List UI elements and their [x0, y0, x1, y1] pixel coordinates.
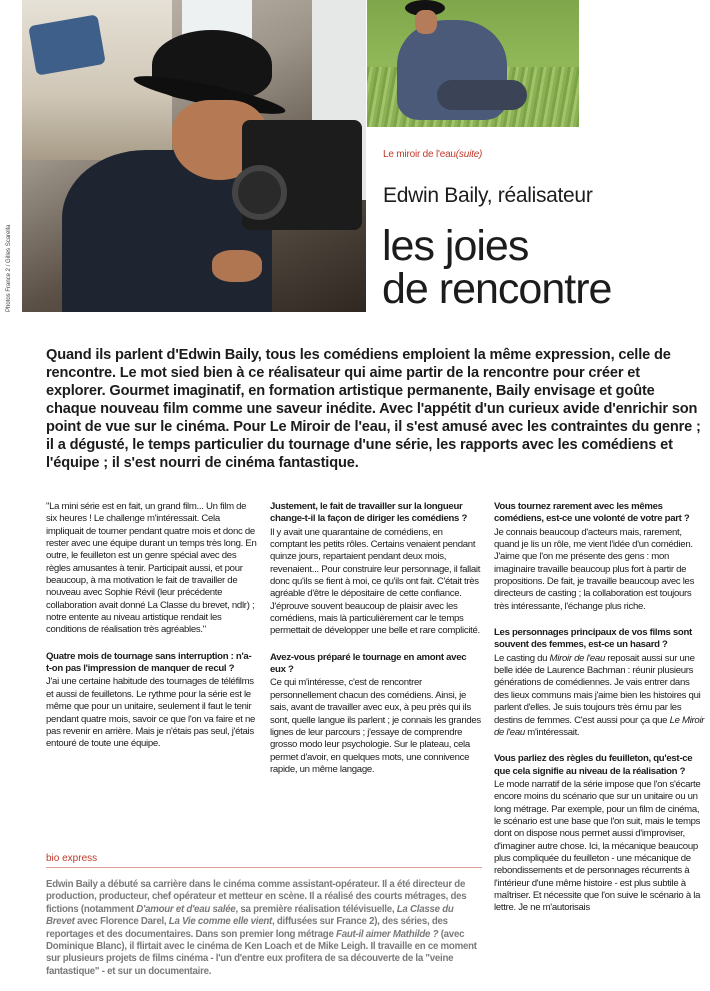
film-title: La Classe du Brevet [46, 903, 454, 928]
director-sitting-in-grass-photo [367, 0, 579, 127]
column-2 [270, 501, 481, 790]
answer-text: reposait aussi sur une belle idée de Laurence Bachman : réunir plusieurs générations de comédiennes. Je vais entrer dans des lieux communs mais j'aime bien les histoires qui parlent d'elles. Je suis toujours très ému par les destins de femmes. C'est aussi pour ça que [494, 652, 701, 726]
column-1 [46, 501, 257, 765]
bio-segment: Edwin Baily a débuté sa carrière dans le cinéma comme assistant-opérateur. Il a été directeur de production, producteur, chef opérateur et metteur en scène. Il a réalisé des courts métrages, des fictions (notamment [46, 879, 467, 915]
photo-camera-lens [232, 165, 287, 220]
answer-text: Le casting du [494, 652, 550, 664]
section-kicker [383, 149, 482, 160]
kicker-suffix: (suite) [455, 149, 483, 160]
interview-question: Justement, le fait de travailler sur la longueur change-t-il la façon de diriger les comédiens ? [270, 501, 468, 525]
interview-question: Les personnages principaux de vos films sont souvent des femmes, est-ce un hasard ? [494, 627, 692, 651]
article-title [382, 222, 702, 313]
interview-answer: Ce qui m'intéresse, c'est de rencontrer personnellement chacun des comédiens. Ainsi, je sais, avant de travailler avec eux, à peu près qui ils sont, quelle langue ils parlent ; je connais les grandes lignes de leur parcours ; j'essaye de comprendre grosso modo leur psychologie. Sur le plateau, cela permet d'avoir, en quelques mots, une connivence rapide, un même langage. [270, 677, 481, 775]
bio-segment: , sa première réalisation télévisuelle, [235, 903, 397, 915]
photo-credit: Photos France 2 / Gilles Scarella [6, 224, 12, 312]
film-title: Faut-il aimer Mathilde ? [336, 928, 439, 940]
title-line-1: les joies [382, 222, 529, 270]
interview-question: Vous parliez des règles du feuilleton, qu'est-ce que cela signifie au niveau de la réalisation ? [494, 753, 693, 777]
bio-text [46, 879, 482, 978]
interview-answer [494, 653, 706, 739]
interview-answer: Je connais beaucoup d'acteurs mais, rarement, quand je lis un rôle, me vient l'idée d'un comédien. J'aime que l'on me présente des gens : mon imaginaire travaille beaucoup plus fort à partir de propositions. De fait, je travaille beaucoup avec les directeurs de casting ; la collaboration est toujours très intéressante, l'échange plus riche. [494, 526, 695, 612]
interview-answer: Il y avait une quarantaine de comédiens, en comptant les petits rôles. Certains venaient pendant quinze jours, repartaient pendant deux mois, revenaient... Pour construire leur personnage, il fallait donc qu'ils se fient à moi, ce qu'ils ont fait. C'était très agréable d'être le dépositaire de cette confiance. J'éprouve souvent beaucoup de plaisir avec les comédiens, mais là particulièrement car le temps permettait de développer une belle et rare complicité. [270, 526, 481, 637]
photo-person-legs [437, 80, 527, 110]
column-3 [494, 501, 706, 929]
answer-text: m'intéressait. [524, 726, 580, 738]
photo-face [415, 10, 437, 34]
bio-express-label: bio express [46, 853, 98, 864]
interview-question: Quatre mois de tournage sans interruption : n'a-t-on pas l'impression de manquer de recul ? [46, 650, 252, 675]
kicker-title: Le miroir de l'eau [383, 149, 456, 160]
article-subtitle: Edwin Baily, réalisateur [383, 184, 593, 207]
title-line-2: de rencontre [382, 265, 612, 313]
film-title: La Vie comme elle vient [168, 916, 272, 928]
interview-answer: Le mode narratif de la série impose que l'on s'écarte encore moins du scénario que sur un unitaire ou un long métrage. Par exemple, pour un film de cinéma, le scénario est une base que l'on suit, mais le temps dont on dispose nous permet aussi d'improviser, d'imaginer autre chose. Ici, la mécanique beaucoup plus compliquée du feuilleton - une mécanique de rebondissements et de personnages récurrents à l'intérieur d'une même histoire - est plus subtile à maîtriser. Et nécessite que l'on suive le scénario à la lettre. Je ne m'autorisais [494, 778, 701, 914]
bio-divider [46, 867, 482, 868]
interview-question: Avez-vous préparé le tournage en amont avec eux ? [270, 651, 467, 676]
bio-segment: avec Florence Darel, [74, 916, 169, 928]
director-with-camera-photo [22, 0, 366, 312]
interview-question: Vous tournez rarement avec les mêmes comédiens, est-ce une volonté de votre part ? [494, 501, 690, 525]
lead-paragraph: Quand ils parlent d'Edwin Baily, tous les comédiens emploient la même expression, celle de rencontre. Le mot sied bien à ce réalisateur qui aime partir de la rencontre pour créer et explorer. Gourmet imaginatif, en formation artistique permanente, Baily envisage et goûte chaque nouveau film comme une saveur inédite. Avec l'appétit d'un curieux avide d'enrichir son point de vue sur le cinéma. Pour Le Miroir de l'eau, il s'est amusé avec les contraintes du genre ; il a dégusté, le temps particulier du tournage d'une série, les rapports avec les comédiens et l'équipe ; il s'est nourri de cinéma fantastique. [46, 347, 701, 471]
film-title: Miroir de l'eau [549, 652, 605, 664]
intro-quote: "La mini série est en fait, un grand film... Un film de six heures ! Le challenge m'intéressait. Cela impliquait de tourner pendant quatre mois et donc de rester avec une équipe durant un temps très long. En outre, le feuilleton est un genre spécial avec des règles amusantes à tenir. Participait aussi, et pour beaucoup, à ma motivation le fait de travailler de nouveau avec Sophie Révil (leur précédente collaboration avait donné La Classe du brevet, ndlr) ; notre entente au niveau artistique rendait les conditions de réalisation très agréables." [46, 501, 257, 636]
interview-answer: J'ai une certaine habitude des tournages de téléfilms et aussi de feuilletons. Le rythme pour la série est le même que pour un unitaire, seulement il faut le tenir pendant quatre mois, savoir ce que l'on va faire et ne pas revenir en arrière. Mais je n'étais pas seul, j'étais entouré de toute une équipe. [46, 676, 256, 750]
photo-hand [212, 250, 262, 282]
film-title: Le Miroir de l'eau [494, 714, 705, 738]
film-title: D'amour et d'eau salée [136, 903, 236, 915]
bio-segment: (avec Dominique Blanc), il flirtait avec le cinéma de Ken Loach et de Mike Leigh. Il travaille en ce moment sur plusieurs projets de films cinéma - l'un d'entre eux profitera de sa découverte de la "veine fantastique" - et sur un documentaire. [46, 928, 477, 977]
bio-segment: , diffusées sur France 2), des séries, des reportages et des documentaires. Dans son premier long métrage [46, 916, 448, 940]
